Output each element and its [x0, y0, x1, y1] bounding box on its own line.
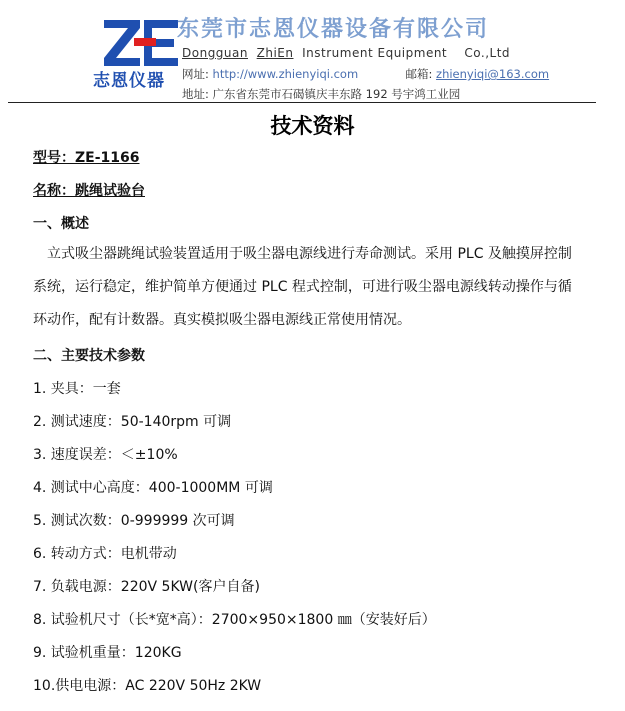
company-en-word: Instrument	[302, 46, 374, 60]
website-label: 网址:	[182, 67, 209, 81]
header-divider	[8, 102, 596, 103]
param-item: 4. 测试中心高度：400-1000MM 可调	[33, 480, 273, 496]
param-item: 10.供电电源：AC 220V 50Hz 2KW	[33, 678, 262, 694]
overview-line: 系统，运行稳定，维护简单方便通过 PLC 程式控制，可进行吸尘器电源线转动操作与循	[33, 279, 572, 295]
param-item: 8. 试验机尺寸（长*宽*高）：2700×950×1800 ㎜（安装好后）	[33, 612, 436, 628]
section-heading-params: 二、主要技术参数	[33, 348, 145, 364]
param-item: 3. 速度误差：＜±10%	[33, 447, 178, 463]
param-item: 9. 试验机重量：120KG	[33, 645, 182, 661]
param-item: 5. 测试次数：0-999999 次可调	[33, 513, 235, 529]
param-item: 6. 转动方式：电机带动	[33, 546, 177, 562]
letterhead	[0, 0, 625, 105]
company-en-word: Dongguan	[182, 46, 248, 60]
logo-text: 志恩仪器	[93, 71, 165, 91]
company-name-chinese: 东莞市志恩仪器设备有限公司	[177, 16, 490, 42]
model-number: 型号：ZE-1166	[33, 150, 140, 166]
company-name-english	[182, 46, 510, 60]
contact-line	[182, 66, 549, 82]
document-title: 技术资料	[270, 113, 355, 138]
param-item: 7. 负载电源：220V 5KW(客户自备)	[33, 579, 260, 595]
param-item: 2. 测试速度：50-140rpm 可调	[33, 414, 232, 430]
param-item: 1. 夹具：一套	[33, 381, 121, 397]
company-en-word: Co.,Ltd	[464, 46, 511, 60]
overview-paragraph	[33, 238, 608, 337]
product-name: 名称：跳绳试验台	[33, 183, 145, 199]
company-en-word: Equipment	[377, 46, 448, 60]
website-link[interactable]: http://www.zhienyiqi.com	[212, 67, 359, 81]
company-en-word: ZhiEn	[256, 46, 294, 60]
ze-logo-icon	[96, 14, 186, 74]
email-link[interactable]: zhienyiqi@163.com	[436, 67, 550, 81]
overview-line: 环动作，配有计数器。真实模拟吸尘器电源线正常使用情况。	[33, 312, 411, 328]
company-address: 地址: 广东省东莞市石碣镇庆丰东路 192 号宇鸿工业园	[182, 87, 461, 101]
overview-line: 立式吸尘器跳绳试验装置适用于吸尘器电源线进行寿命测试。采用 PLC 及触摸屏控制	[47, 246, 572, 262]
section-heading-overview: 一、概述	[33, 216, 89, 232]
email-label: 邮箱:	[405, 67, 433, 81]
